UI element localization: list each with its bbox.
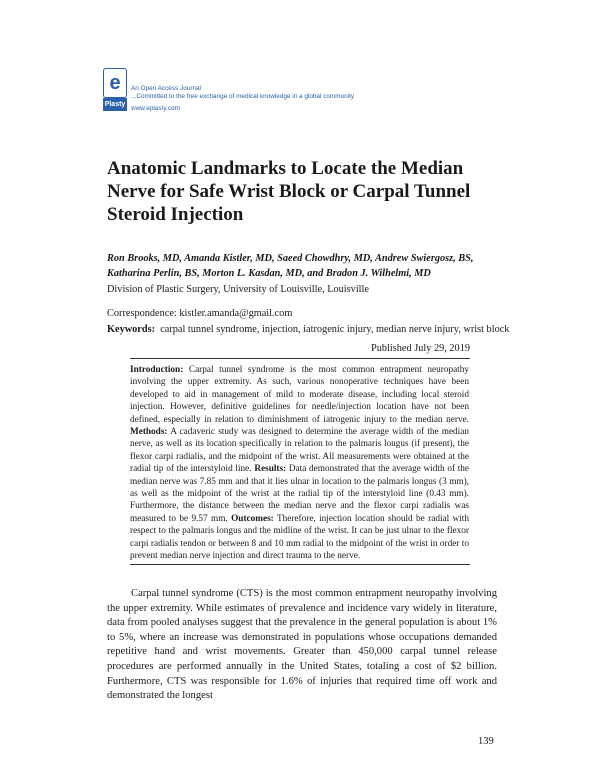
journal-tagline-1: An Open Access Journal	[131, 85, 201, 92]
abstract-methods-label: Methods:	[130, 427, 168, 438]
body-text	[107, 587, 497, 704]
abstract-intro: Carpal tunnel syndrome is the most common entrapment neuropathy involving the upper extremity. As such, various nonoperative techniques have been developed to aid in management of mild to moderate disease, including local steroid injection. However, definitive guidelines for needle/injection location have not been defined, especially in relation to diminishment of iatrogenic injury to the median nerve.	[130, 365, 470, 425]
correspondence: Correspondence: kistler.amanda@gmail.com	[107, 308, 293, 319]
abstract-outcomes: Therefore, injection location should be radial with respect to the palmaris longus and the midline of the wrist. It can be just ulnar to the flexor carpi radialis tendon or between 8 and 10 mm radial to the midpoint of the wrist in order to prevent median nerve injection and direct trauma to the nerve.	[130, 513, 469, 562]
abstract	[130, 364, 469, 563]
abstract-bottom-rule	[130, 564, 470, 565]
logo-letter: e	[103, 68, 127, 98]
paper-title: Anatomic Landmarks to Locate the Median Nerve for Safe Wrist Block or Carpal Tunnel Steroid Injection	[107, 158, 471, 225]
affiliation: Division of Plastic Surgery, University of Louisville, Louisville	[107, 284, 369, 295]
journal-tagline-2: ...Committed to the free exchange of medical knowledge in a global community	[131, 93, 355, 100]
keywords-list: carpal tunnel syndrome, injection, iatrogenic injury, median nerve injury, wrist block	[160, 324, 510, 335]
keywords-label: Keywords:	[107, 324, 156, 335]
abstract-results-label: Results:	[254, 464, 287, 475]
abstract-methods: A cadaveric study was designed to determine the average width of the median nerve, as well as its location specifically in relation to the palmaris longus (if present), the flexor carpi radialis, and the midpoint of the wrist. All measurements were obtained at the radial tip of the interstyloid line.	[130, 427, 469, 475]
journal-url[interactable]: www.eplasty.com	[131, 105, 180, 112]
abstract-intro-label: Introduction:	[130, 365, 184, 375]
abstract-outcomes-label: Outcomes:	[231, 513, 274, 524]
page-number: 139	[478, 736, 494, 747]
keywords	[107, 323, 509, 337]
published-date: Published July 29, 2019	[371, 343, 470, 354]
abstract-results: Data demonstrated that the average width of the median nerve was 7.85 mm and that it lies ulnar in location to the palmaris longus (3 mm), as well as the midpoint of the wrist at the radial tip of the interstyloid line (0.43 mm). Furthermore, the distance between the median nerve and the flexor carpi radialis was measured to be 9.57 mm.	[130, 464, 470, 524]
author-list: Ron Brooks, MD, Amanda Kistler, MD, Saeed Chowdhry, MD, Andrew Swiergosz, BS, Katharina Perlin, BS, Morton L. Kasdan, MD, and Bradon J. Wilhelmi, MD	[107, 253, 474, 279]
body-paragraph: Carpal tunnel syndrome (CTS) is the most common entrapment neuropathy involving the upper extremity. While estimates of prevalence and incidence vary widely in literature, data from pooled analyses suggest that the prevalence in the general population is about 1% to 5%, where an increase was demonstrated in populations whose occupations demanded repetitive hand and wrist movements. Greater than 450,000 carpal tunnel release procedures are performed annually in the United States, totaling a cost of $2 billion. Furthermore, CTS was responsible for 1.6% of injuries that required time off work and demonstrated the longest	[107, 588, 497, 702]
journal-logo	[103, 68, 127, 112]
abstract-top-rule	[130, 358, 470, 359]
logo-subtext: Plasty	[103, 98, 127, 111]
